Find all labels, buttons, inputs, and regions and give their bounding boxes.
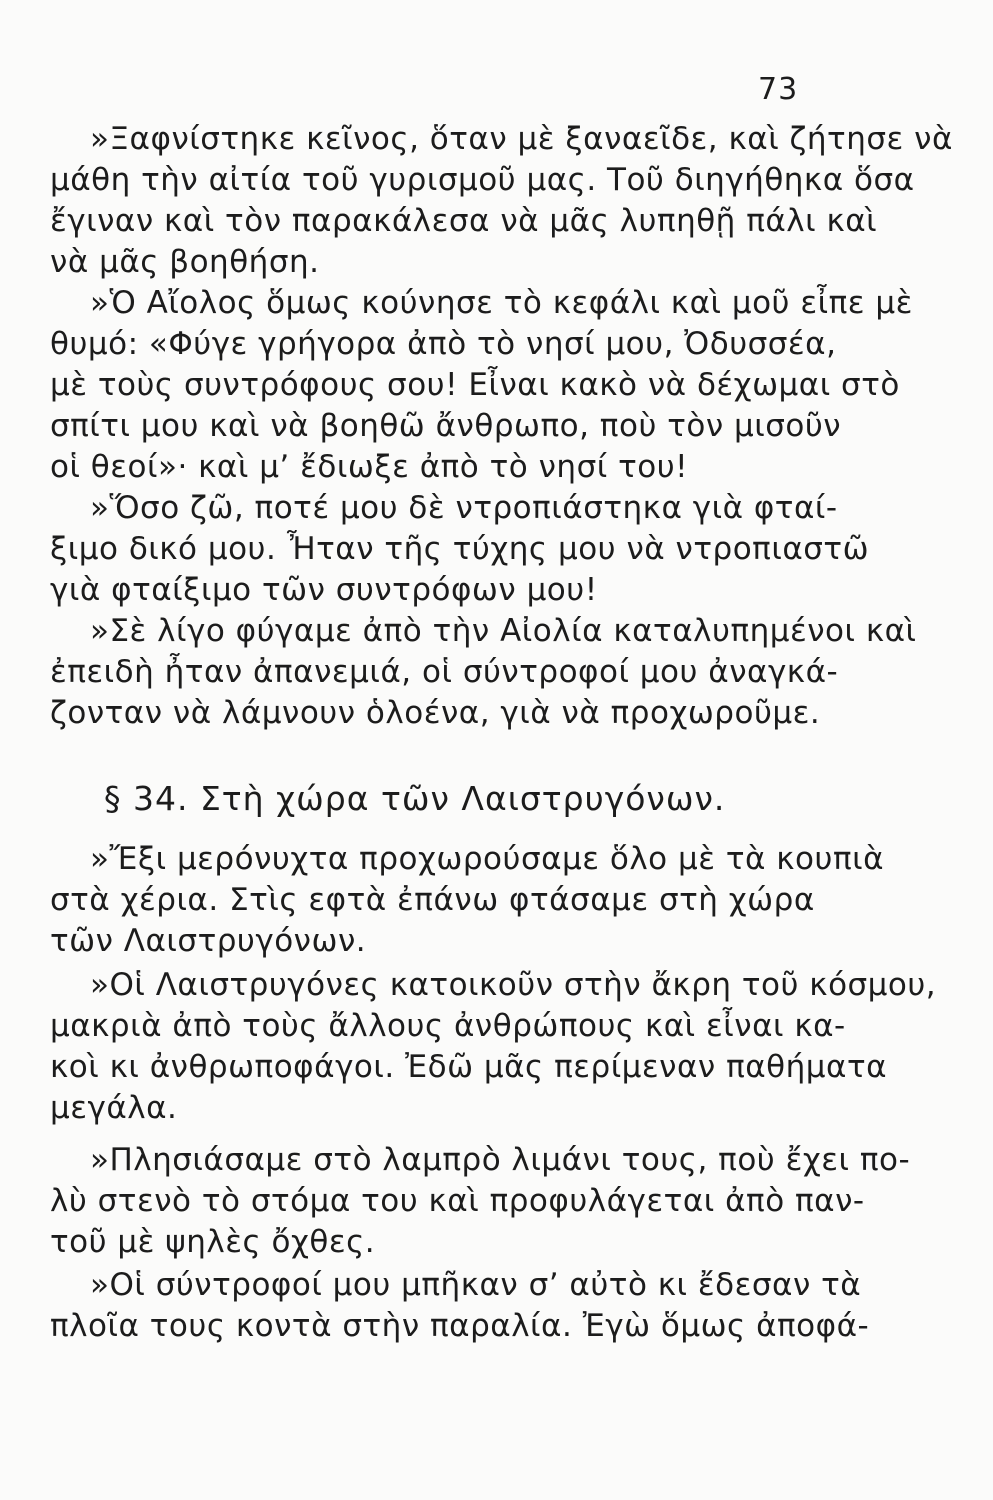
text-line: μάθη τὴν αἰτία τοῦ γυρισμοῦ μας. Τοῦ διηγήθηκα ὅσα (50, 162, 915, 198)
text-line: ἐπειδὴ ἦταν ἀπανεμιά, οἱ σύντροφοί μου ἀναγκά- (50, 654, 839, 690)
text-line: κοὶ κι ἀνθρωποφάγοι. Ἐδῶ μᾶς περίμεναν παθήματα (50, 1049, 888, 1085)
section-heading: § 34. Στὴ χώρα τῶν Λαιστρυγόνων. (104, 779, 726, 818)
text-line: γιὰ φταίξιμο τῶν συντρόφων μου! (50, 572, 598, 608)
text-line: οἱ θεοί»· καὶ μ’ ἔδιωξε ἀπὸ τὸ νησί του! (50, 449, 689, 485)
text-line: »Ξαφνίστηκε κεῖνος, ὅταν μὲ ξαναεῖδε, καὶ ζήτησε νὰ (90, 121, 953, 157)
text-line: νὰ μᾶς βοηθήση. (50, 244, 320, 280)
text-line: »Πλησιάσαμε στὸ λαμπρὸ λιμάνι τους, ποὺ ἔχει πο- (90, 1142, 911, 1178)
text-line: »Οἱ Λαιστρυγόνες κατοικοῦν στὴν ἄκρη τοῦ κόσμου, (90, 967, 937, 1003)
text-line: μεγάλα. (50, 1090, 178, 1126)
text-line: ξιμο δικό μου. Ἦταν τῆς τύχης μου νὰ ντροπιαστῶ (50, 531, 870, 567)
text-line: »Σὲ λίγο φύγαμε ἀπὸ τὴν Αἰολία καταλυπημένοι καὶ (90, 613, 917, 649)
text-line: »Οἱ σύντροφοί μου μπῆκαν σ’ αὐτὸ κι ἔδεσαν τὰ (90, 1267, 862, 1303)
text-line: μακριὰ ἀπὸ τοὺς ἄλλους ἀνθρώπους καὶ εἶναι κα- (50, 1008, 846, 1044)
text-line: »Ὁ Αἴολος ὅμως κούνησε τὸ κεφάλι καὶ μοῦ εἶπε μὲ (90, 285, 913, 321)
text-line: ἔγιναν καὶ τὸν παρακάλεσα νὰ μᾶς λυπηθῇ πάλι καὶ (50, 203, 878, 239)
text-line: στὰ χέρια. Στὶς εφτὰ ἐπάνω φτάσαμε στὴ χώρα (50, 882, 815, 918)
text-line: σπίτι μου καὶ νὰ βοηθῶ ἄνθρωπο, ποὺ τὸν μισοῦν (50, 408, 842, 444)
text-line: λὺ στενὸ τὸ στόμα του καὶ προφυλάγεται ἀπὸ παν- (50, 1183, 865, 1219)
page-number: 73 (758, 72, 799, 107)
text-line: »Ἔξι μερόνυχτα προχωρούσαμε ὅλο μὲ τὰ κουπιὰ (90, 841, 885, 877)
text-line: »Ὅσο ζῶ, ποτέ μου δὲ ντροπιάστηκα γιὰ φταί- (90, 490, 838, 526)
text-line: τοῦ μὲ ψηλὲς ὄχθες. (50, 1224, 376, 1260)
text-line: πλοῖα τους κοντὰ στὴν παραλία. Ἐγὼ ὅμως ἀποφά- (50, 1308, 870, 1344)
text-line: θυμό: «Φύγε γρήγορα ἀπὸ τὸ νησί μου, Ὀδυσσέα, (50, 326, 837, 362)
text-line: μὲ τοὺς συντρόφους σου! Εἶναι κακὸ νὰ δέχωμαι στὸ (50, 367, 900, 403)
text-line: ζονταν νὰ λάμνουν ὁλοένα, γιὰ νὰ προχωροῦμε. (50, 695, 821, 731)
text-line: τῶν Λαιστρυγόνων. (50, 923, 367, 959)
